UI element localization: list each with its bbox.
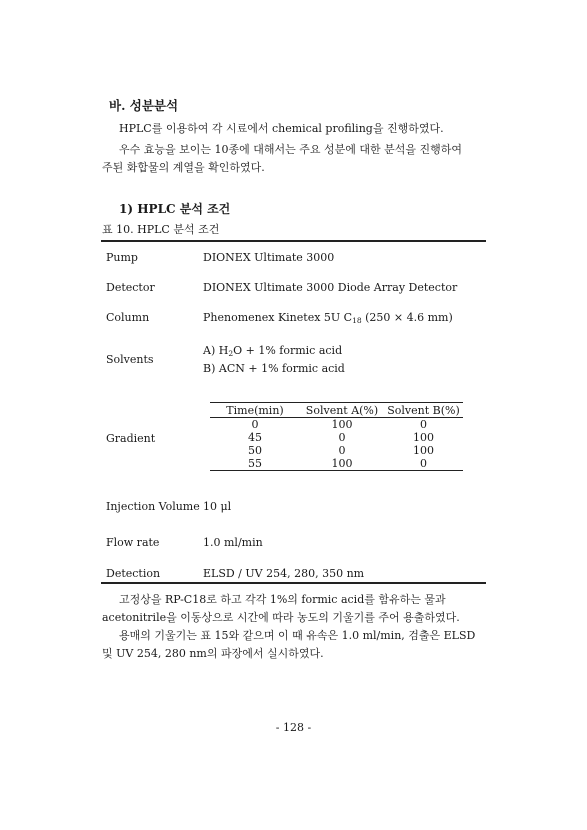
column-value bbox=[203, 311, 453, 325]
gradient-header-row bbox=[210, 403, 463, 418]
table-bottom-rule bbox=[101, 582, 486, 584]
column-label: Column bbox=[106, 311, 150, 324]
intro-line-1: HPLC를 이용하여 각 시료에서 chemical profiling을 진행하였다. bbox=[119, 122, 444, 135]
table-caption: 표 10. HPLC 분석 조건 bbox=[102, 223, 220, 236]
body-line-2: acetonitrile을 이동상으로 시간에 따라 농도의 기울기를 주어 용출하였다. bbox=[102, 611, 460, 624]
gradient-header-solvent-a: Solvent A(%) bbox=[300, 403, 384, 418]
gradient-solvent-b: 0 bbox=[420, 418, 427, 431]
intro-line-3: 주된 화합물의 계열을 확인하였다. bbox=[102, 161, 265, 174]
solvent-a-rest: O + 1% formic acid bbox=[233, 344, 343, 357]
detection-label: Detection bbox=[106, 567, 161, 580]
solvents-label: Solvents bbox=[106, 353, 154, 366]
body-line-1: 고정상을 RP-C18로 하고 각각 1%의 formic acid를 함유하는 물과 bbox=[119, 593, 446, 606]
gradient-time: 45 bbox=[248, 431, 262, 444]
gradient-time: 0 bbox=[251, 418, 259, 431]
pump-label: Pump bbox=[106, 251, 138, 264]
body-line-4: 및 UV 254, 280 nm의 파장에서 실시하였다. bbox=[102, 647, 324, 660]
flow-rate-value: 1.0 ml/min bbox=[203, 536, 263, 549]
table-row bbox=[210, 418, 463, 432]
detector-label: Detector bbox=[106, 281, 155, 294]
table-top-rule bbox=[101, 240, 486, 242]
gradient-solvent-a: 0 bbox=[338, 431, 346, 444]
column-value-main: Phenomenex Kinetex 5U C bbox=[203, 311, 353, 324]
column-value-dimensions: (250 × 4.6 mm) bbox=[361, 311, 453, 324]
gradient-solvent-b: 100 bbox=[413, 431, 434, 444]
gradient-table bbox=[210, 402, 463, 471]
gradient-header-solvent-b: Solvent B(%) bbox=[384, 403, 463, 418]
intro-line-2: 우수 효능을 보이는 10종에 대해서는 주요 성분에 대한 분석을 진행하여 bbox=[119, 143, 462, 156]
table-row bbox=[210, 457, 463, 471]
table-row bbox=[210, 431, 463, 444]
injection-value: 10 μl bbox=[203, 500, 232, 513]
table-row bbox=[210, 444, 463, 457]
pump-value: DIONEX Ultimate 3000 bbox=[203, 251, 335, 264]
column-value-subscript: 18 bbox=[352, 316, 362, 325]
solvent-a-subscript: 2 bbox=[228, 349, 234, 358]
detector-value: DIONEX Ultimate 3000 Diode Array Detector bbox=[203, 281, 458, 294]
detection-value: ELSD / UV 254, 280, 350 nm bbox=[203, 567, 365, 580]
section-title: 바. 성분분석 bbox=[109, 98, 179, 113]
body-line-3: 용매의 기울기는 표 15와 같으며 이 때 유속은 1.0 ml/min, 검출은 ELSD bbox=[119, 629, 476, 642]
gradient-header-time: Time(min) bbox=[210, 403, 300, 418]
gradient-time: 50 bbox=[248, 444, 262, 457]
solvent-b: B) ACN + 1% formic acid bbox=[203, 362, 345, 375]
solvent-a-main: A) H bbox=[203, 344, 229, 357]
gradient-solvent-a: 100 bbox=[300, 457, 384, 471]
gradient-label: Gradient bbox=[106, 432, 156, 445]
gradient-solvent-b: 0 bbox=[384, 457, 463, 471]
gradient-time: 55 bbox=[210, 457, 300, 471]
subsection-title: 1) HPLC 분석 조건 bbox=[119, 202, 231, 216]
flow-rate-label: Flow rate bbox=[106, 536, 160, 549]
page-number: - 128 - bbox=[275, 721, 312, 734]
injection-label: Injection Volume bbox=[106, 500, 200, 513]
gradient-solvent-b: 100 bbox=[413, 444, 434, 457]
gradient-solvent-a: 100 bbox=[331, 418, 353, 431]
solvent-a bbox=[203, 344, 342, 358]
gradient-solvent-a: 0 bbox=[338, 444, 346, 457]
